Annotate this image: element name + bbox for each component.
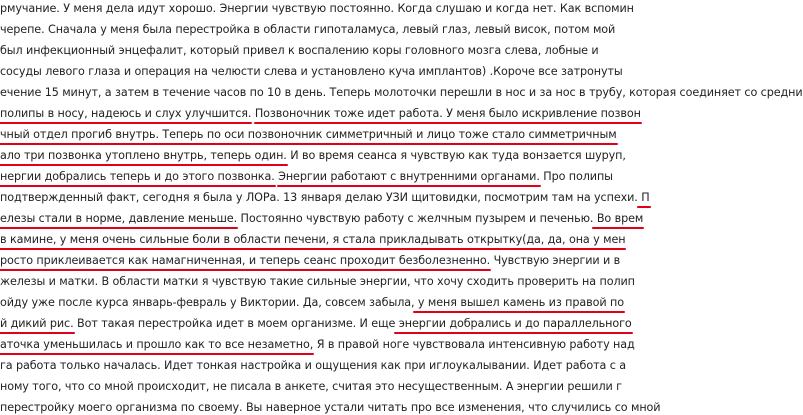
text-segment: ойду уже после курса январь-февраль у Виктории. Да, совсем забыла, <box>0 296 415 309</box>
text-segment: подтвержденный факт, сегодня я была у ЛОРа. 13 января делаю УЗИ щитовидки, посмотрим там на успехи. <box>0 191 638 204</box>
text-segment: И во время сеанса я чувствую как туда вонзается шуруп, <box>286 149 626 162</box>
underlined-text: аточка уменьшилась и прошло как то все незаметно, <box>0 338 314 351</box>
text-line <box>0 170 613 184</box>
text-segment: Чувствую энергии и в <box>490 254 621 267</box>
text-line <box>0 296 624 310</box>
text-line <box>0 212 643 226</box>
text-line <box>0 380 622 394</box>
underlined-text: П <box>637 191 650 204</box>
text-segment: перестройку моего организма по своему. Вы наверное устали читать про все изменения, что случились со мной <box>0 401 661 414</box>
text-line <box>0 359 626 373</box>
text-segment: ечение 15 минут, а затем в течение часов по 10 в день. Теперь молоточки перешли в нос и за нос в трубу, которая соединяет со средни <box>0 86 803 99</box>
text-segment: сосуды левого глаза и операция на челюсти слева и установлено куча имплантов) .Короче все затронуты <box>0 65 623 78</box>
text-line <box>0 44 599 58</box>
underlined-text: у меня вышел камень из правой по <box>414 296 624 309</box>
text-segment: Я в правой ноге чувствовала интенсивную работу над <box>313 338 635 351</box>
underlined-text: полипы в носу, надеюсь и слух улучшится. <box>0 107 252 120</box>
underlined-text: ало три позвонка утоплено внутрь, теперь один. <box>0 149 287 162</box>
text-line <box>0 275 635 289</box>
text-line <box>0 2 634 16</box>
text-line <box>0 338 635 352</box>
text-line <box>0 65 623 79</box>
text-segment: железы и матки. В области матки я чувствую такие сильные энергии, что хочу сходить проверить на полип <box>0 275 635 288</box>
text-segment: Постоянно чувствую работу с желчным пузырем и печенью. <box>237 212 594 225</box>
text-segment: черепе. Сначала у меня была перестройка в области гипоталамуса, левый глаз, левый висок, потом мой <box>0 23 616 36</box>
text-line <box>0 23 615 37</box>
text-segment: был инфекционный энцефалит, который привел к воспалению коры головного мозга слева, лобные и <box>0 44 599 57</box>
underlined-text: Энергии работают с внутренними органами. <box>278 170 540 183</box>
text-line <box>0 401 660 415</box>
text-line <box>0 233 625 247</box>
text-line <box>0 107 641 121</box>
text-segment: Про полипы <box>539 170 613 183</box>
underlined-text: Во врем <box>593 212 644 225</box>
underlined-text: елезы стали в норме, давление меньше. <box>0 212 238 225</box>
underlined-text: энергии добрались и до параллельного <box>395 317 632 330</box>
underlined-text: росто приклеивается как намагниченная, и теперь сеанс проходит безболезненно. <box>0 254 491 267</box>
text-segment: га работа только началась. Идет тонкая настройка и ощущения как при иглоукалывании. Идет работа с а <box>0 359 626 372</box>
text-line <box>0 191 650 205</box>
text-segment: ному того, что со мной происходит, не писала в анкете, считая это несущественным. А энергии решили г <box>0 380 622 393</box>
underlined-text: чный отдел прогиб внутрь. Теперь по оси позвоночник симметричный и лицо тоже стало симметричным <box>0 128 617 141</box>
text-line <box>0 149 626 163</box>
underlined-text: нергии добрались теперь и до этого позвонка. <box>0 170 275 183</box>
underlined-text: Позвоночник тоже идет работа. У меня было искривление позвон <box>254 107 641 120</box>
underlined-text: в камине, у меня очень сильные боли в области печени, я стала прикладывать открытку(да, да, она у мен <box>0 233 626 246</box>
text-line <box>0 317 632 331</box>
underlined-text: й дикий рис. <box>0 317 74 330</box>
text-line <box>0 254 620 268</box>
text-segment: рмучание. У меня дела идут хорошо. Энергии чувствую постоянно. Когда слушаю и когда нет. Как вспомин <box>0 2 634 15</box>
text-line <box>0 128 617 142</box>
text-line <box>0 86 803 100</box>
text-segment: Вот такая перестройка идет в моем организме. И еще <box>73 317 396 330</box>
